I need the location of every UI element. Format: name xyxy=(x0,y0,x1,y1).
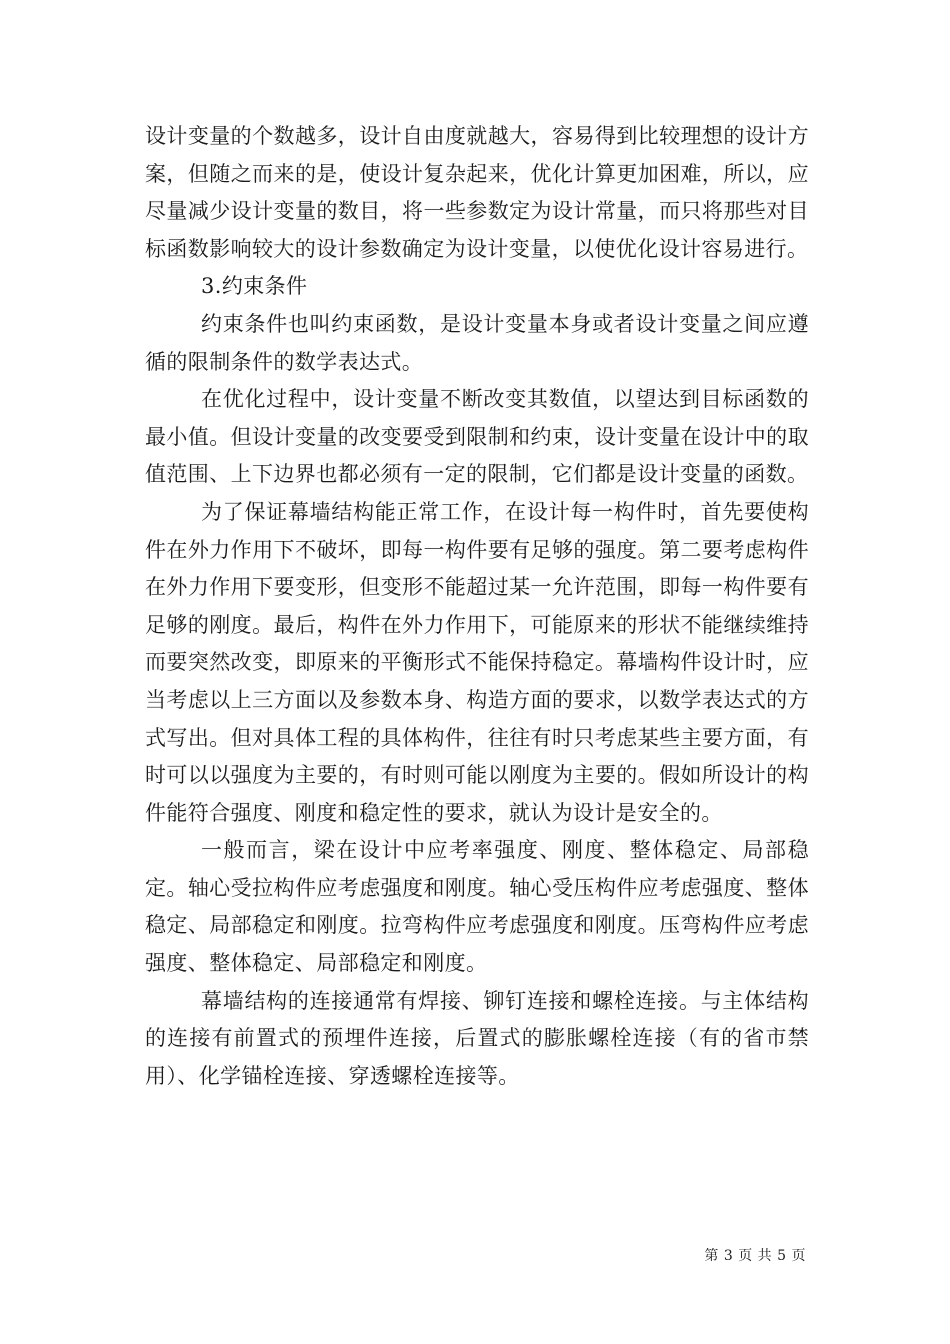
paragraph-optimization-process: 在优化过程中，设计变量不断改变其数值，以望达到目标函数的最小值。但设计变量的改变要受到限制和约束，设计变量在设计中的取值范围、上下边界也都必须有一定的限制，它们都是设计变量的函数。 xyxy=(145,387,809,487)
document-body xyxy=(145,118,809,1095)
paragraph-connections: 幕墙结构的连接通常有焊接、铆钉连接和螺栓连接。与主体结构的连接有前置式的预埋件连接，后置式的膨胀螺栓连接（有的省市禁用）、化学锚栓连接、穿透螺栓连接等。 xyxy=(145,988,809,1088)
paragraph-design-variables: 设计变量的个数越多，设计自由度就越大，容易得到比较理想的设计方案，但随之而来的是，使设计复杂起来，优化计算更加困难，所以，应尽量减少设计变量的数目，将一些参数定为设计常量，而只将那些对目标函数影响较大的设计参数确定为设计变量，以使优化设计容易进行。 xyxy=(145,124,809,261)
paragraph-constraint-definition: 约束条件也叫约束函数，是设计变量本身或者设计变量之间应遵循的限制条件的数学表达式。 xyxy=(145,311,809,374)
page-number-footer: 第 3 页 共 5 页 xyxy=(704,1248,806,1264)
paragraph-structural-requirements: 为了保证幕墙结构能正常工作，在设计每一构件时，首先要使构件在外力作用下不破坏，即每一构件要有足够的强度。第二要考虑构件在外力作用下要变形，但变形不能超过某一允许范围，即每一构件要有足够的刚度。最后，构件在外力作用下，可能原来的形状不能继续维持而要突然改变，即原来的平衡形式不能保持稳定。幕墙构件设计时，应当考虑以上三方面以及参数本身、构造方面的要求，以数学表达式的方式写出。但对具体工程的具体构件，往往有时只考虑某些主要方面，有时可以以强度为主要的，有时则可能以刚度为主要的。假如所设计的构件能符合强度、刚度和稳定性的要求，就认为设计是安全的。 xyxy=(145,499,809,825)
section-heading-constraints: 3.约束条件 xyxy=(201,274,308,299)
paragraph-member-checks: 一般而言，梁在设计中应考率强度、刚度、整体稳定、局部稳定。轴心受拉构件应考虑强度和刚度。轴心受压构件应考虑强度、整体稳定、局部稳定和刚度。拉弯构件应考虑强度和刚度。压弯构件应考虑强度、整体稳定、局部稳定和刚度。 xyxy=(145,838,809,976)
